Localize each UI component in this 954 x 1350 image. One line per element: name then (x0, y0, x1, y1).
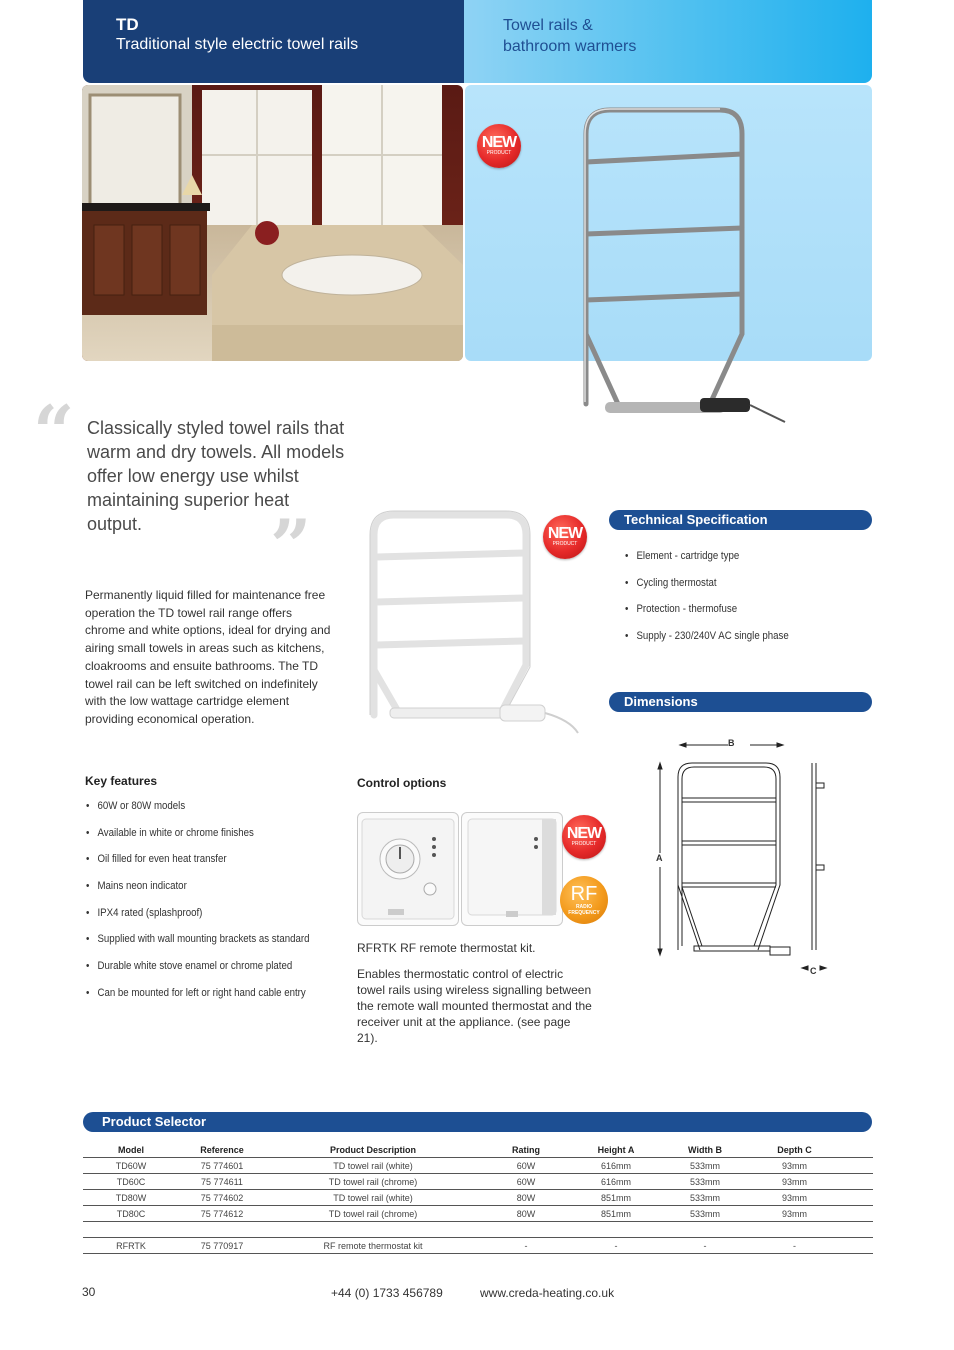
feature-item: • Supplied with wall mounting brackets as standard (86, 933, 310, 945)
cell-width: 533mm (661, 1158, 749, 1174)
tech-spec-item: • Supply - 230/240V AC single phase (625, 630, 789, 642)
dimensions-diagram (650, 735, 840, 980)
product-selector-title: Product Selector (83, 1112, 872, 1132)
product-selector-table (83, 1143, 873, 1254)
cell-height: - (571, 1238, 661, 1254)
table-row (83, 1190, 873, 1206)
new-badge-label: NEW (481, 134, 517, 151)
cell-depth: 93mm (749, 1158, 840, 1174)
footer-website[interactable]: www.creda-heating.co.uk (480, 1286, 615, 1300)
cell-model: TD80C (83, 1206, 179, 1222)
cell-reference (179, 1222, 265, 1238)
cell-model: RFRTK (83, 1238, 179, 1254)
cell-rating (481, 1222, 571, 1238)
rf-badge-sub-1: RADIO (575, 904, 593, 910)
cell-rating: 60W (481, 1174, 571, 1190)
close-quote-mark: ” (270, 503, 312, 588)
feature-item: • Can be mounted for left or right hand cable entry (86, 987, 306, 999)
cell-width: - (661, 1238, 749, 1254)
new-badge-label: NEW (547, 525, 583, 542)
cell-width: 533mm (661, 1174, 749, 1190)
dimensions-title: Dimensions (609, 692, 872, 712)
column-header: Depth C (749, 1143, 840, 1158)
column-header-spacer (840, 1143, 873, 1158)
cell-reference: 75 774601 (179, 1158, 265, 1174)
cell-reference: 75 774612 (179, 1206, 265, 1222)
footer-phone: +44 (0) 1733 456789 (331, 1286, 443, 1300)
receiver-unit-image (461, 812, 563, 926)
feature-item: • Available in white or chrome finishes (86, 827, 254, 839)
category-line-1: Towel rails & (503, 17, 593, 34)
cell-description: RF remote thermostat kit (265, 1238, 481, 1254)
tech-spec-title: Technical Specification (609, 510, 872, 530)
cell-description: TD towel rail (white) (265, 1158, 481, 1174)
new-product-badge-3 (562, 815, 606, 859)
cell-spacer (840, 1206, 873, 1222)
product-title: Traditional style electric towel rails (116, 36, 359, 53)
column-header: Width B (661, 1143, 749, 1158)
chrome-towel-rail-image (570, 104, 790, 434)
cell-depth (749, 1222, 840, 1238)
bathroom-photo (82, 85, 463, 361)
table-row (83, 1206, 873, 1222)
category-line-2: bathroom warmers (503, 38, 637, 55)
tech-spec-item: • Element - cartridge type (625, 550, 740, 562)
intro-paragraph: Permanently liquid filled for maintenance free operation the TD towel rail range offers chrome and white options, ideal for drying and airing small towels in areas such as kitchens, cloakrooms and ensuite bathrooms. The TD towel rail can be left switched on indefinitely with the low wattage cartridge element providing economical operation. (85, 588, 331, 726)
cell-width: 533mm (661, 1206, 749, 1222)
page-number: 30 (82, 1285, 96, 1299)
feature-item: • Durable white stove enamel or chrome plated (86, 960, 293, 972)
cell-spacer (840, 1238, 873, 1254)
tech-spec-item: • Cycling thermostat (625, 577, 717, 589)
cell-height: 616mm (571, 1158, 661, 1174)
column-header: Reference (179, 1143, 265, 1158)
cell-height (571, 1222, 661, 1238)
cell-description: TD towel rail (white) (265, 1190, 481, 1206)
cell-width: 533mm (661, 1190, 749, 1206)
cell-rating: 80W (481, 1190, 571, 1206)
new-product-badge-2 (543, 515, 587, 559)
table-row (83, 1174, 873, 1190)
table-row (83, 1238, 873, 1254)
cell-depth: 93mm (749, 1190, 840, 1206)
cell-rating: 60W (481, 1158, 571, 1174)
cell-rating: 80W (481, 1206, 571, 1222)
cell-spacer (840, 1174, 873, 1190)
dimension-label-c: C (810, 966, 817, 976)
cell-reference: 75 770917 (179, 1238, 265, 1254)
thermostat-image (357, 812, 459, 926)
new-badge-sub: PRODUCT (486, 150, 512, 156)
control-options-title: Control options (357, 776, 447, 790)
rf-badge-label: RF (570, 883, 598, 905)
cell-model: TD60C (83, 1174, 179, 1190)
feature-item: • Mains neon indicator (86, 880, 187, 892)
cell-height: 851mm (571, 1190, 661, 1206)
control-description: Enables thermostatic control of electric towel rails using wireless signalling between the remote wall mounted thermostat and the receiver unit at the appliance. (see page 21). (357, 967, 592, 1045)
new-badge-sub: PRODUCT (552, 541, 578, 547)
cell-model: TD80W (83, 1190, 179, 1206)
category-title (503, 15, 723, 57)
column-header: Model (83, 1143, 179, 1158)
new-product-badge-1 (477, 124, 521, 168)
cell-height: 616mm (571, 1174, 661, 1190)
open-quote-mark: “ (33, 389, 75, 474)
cell-description: TD towel rail (chrome) (265, 1206, 481, 1222)
dimension-label-b: B (728, 738, 735, 748)
key-features-title: Key features (85, 774, 158, 788)
cell-depth: 93mm (749, 1174, 840, 1190)
column-header: Height A (571, 1143, 661, 1158)
cell-depth: 93mm (749, 1206, 840, 1222)
control-caption: RFRTK RF remote thermostat kit. (357, 941, 536, 955)
radio-frequency-badge (560, 876, 608, 924)
cell-description (265, 1222, 481, 1238)
cell-spacer (840, 1190, 873, 1206)
product-code: TD (116, 15, 139, 34)
rf-badge-sub-2: FREQUENCY (568, 910, 600, 916)
feature-item: • Oil filled for even heat transfer (86, 853, 227, 865)
cell-rating: - (481, 1238, 571, 1254)
cell-reference: 75 774611 (179, 1174, 265, 1190)
feature-item: • IPX4 rated (splashproof) (86, 907, 203, 919)
cell-spacer (840, 1158, 873, 1174)
table-row-blank (83, 1222, 873, 1238)
new-badge-sub: PRODUCT (571, 841, 597, 847)
control-options-text (357, 940, 593, 1046)
cell-model (83, 1222, 179, 1238)
cell-depth: - (749, 1238, 840, 1254)
tech-spec-item: • Protection - thermofuse (625, 603, 738, 615)
pull-quote: Classically styled towel rails that warm and dry towels. All models offer low energy use whilst maintaining superior heat output. (87, 418, 345, 534)
cell-width (661, 1222, 749, 1238)
cell-height: 851mm (571, 1206, 661, 1222)
cell-description: TD towel rail (chrome) (265, 1174, 481, 1190)
new-badge-label: NEW (566, 825, 602, 842)
dimension-label-a: A (656, 853, 663, 863)
column-header: Product Description (265, 1143, 481, 1158)
cell-spacer (840, 1222, 873, 1238)
cell-model: TD60W (83, 1158, 179, 1174)
table-row (83, 1158, 873, 1174)
feature-item: • 60W or 80W models (86, 800, 186, 812)
table-header-row (83, 1143, 873, 1158)
column-header: Rating (481, 1143, 571, 1158)
cell-reference: 75 774602 (179, 1190, 265, 1206)
